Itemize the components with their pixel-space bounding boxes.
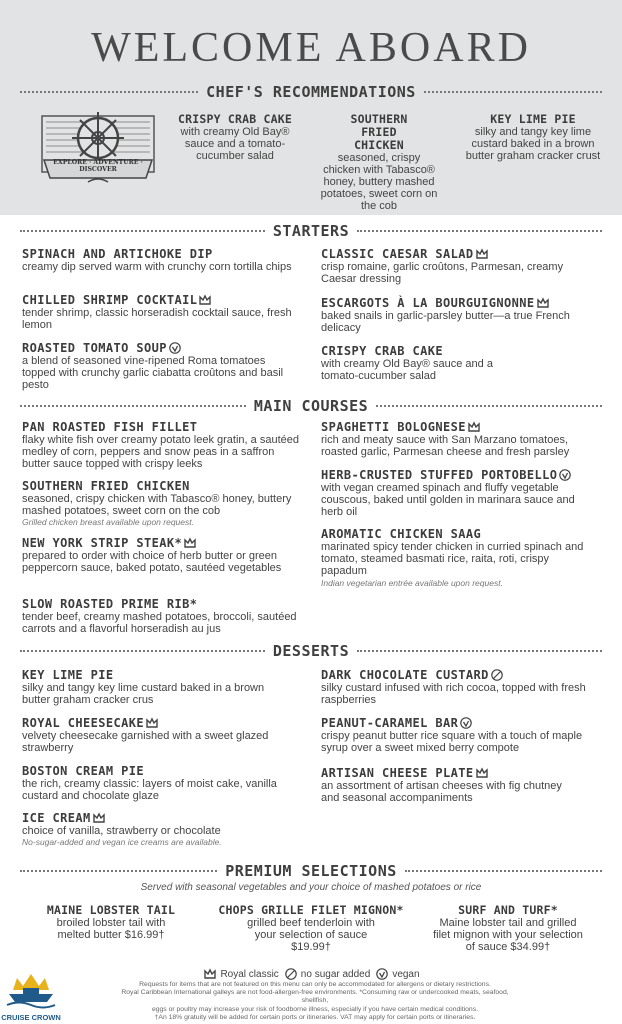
menu-item: [22, 764, 292, 802]
legend: [0, 968, 622, 980]
menu-item: [22, 811, 297, 847]
item-desc: with creamy Old Bay® sauce and a tomato-cucumber salad: [180, 126, 290, 162]
item-desc: the rich, creamy classic: layers of moist cake, vanilla custard and chocolate glaze: [22, 778, 277, 803]
menu-item: [321, 527, 591, 588]
item-name: CLASSIC CAESAR SALAD: [321, 247, 474, 261]
item-note: Grilled chicken breast available upon request.: [22, 517, 194, 528]
item-name: CHOPS GRILLE FILET MIGNON*: [218, 903, 404, 917]
item-desc: prepared to order with choice of herb butter or green peppercorn sauce, baked potato, sautéed vegetables: [22, 550, 282, 575]
brand-name: CRUISE CROWN: [1, 1013, 61, 1022]
item-name: CRISPY CRAB CAKE: [321, 344, 443, 358]
crown-icon: [537, 297, 549, 309]
item-name: ROASTED TOMATO SOUP: [22, 341, 167, 355]
vegan-icon: [376, 968, 388, 980]
item-desc: with vegan creamed spinach and fluffy vegetable couscous, baked until golden in marinara sauce and herb oil: [321, 482, 575, 519]
item-desc: crispy peanut butter rice square with a touch of maple syrup over a sweet mixed berry compote: [321, 730, 583, 755]
item-desc: grilled beef tenderloin with your selection of sauce $19.99†: [247, 917, 375, 953]
item-desc: baked snails in garlic-parsley butter—a true French delicacy: [321, 310, 570, 335]
item-name: CHILLED SHRIMP COCKTAIL: [22, 293, 198, 307]
vegan-icon: [559, 469, 571, 481]
item-desc: flaky white fish over creamy potato leek gratin, a sautéed medley of corn, peppers and snow peas in a saffron butter sauce topped with crispy leeks: [22, 434, 299, 471]
menu-item: [321, 716, 591, 754]
crown-icon: [204, 968, 216, 980]
menu-item: [22, 293, 297, 331]
item-name: ICE CREAM: [22, 811, 91, 825]
item-name: PAN ROASTED FISH FILLET: [22, 420, 198, 434]
section-header-chefs: CHEF'S RECOMMENDATIONS: [20, 81, 602, 103]
item-name: KEY LIME PIE: [22, 668, 114, 682]
item-name: SOUTHERN FRIED CHICKEN: [350, 112, 408, 152]
menu-item: [22, 247, 292, 273]
item-desc: velvety cheesecake garnished with a sweet glazed strawberry: [22, 730, 269, 755]
item-name: BOSTON CREAM PIE: [22, 764, 144, 778]
menu-item: [321, 296, 571, 334]
menu-item: [321, 766, 571, 804]
item-desc: broiled lobster tail with melted butter $16.99†: [56, 917, 166, 941]
item-name: SOUTHERN FRIED CHICKEN: [22, 479, 190, 493]
menu-item: [22, 597, 304, 635]
item-name: DARK CHOCOLATE CUSTARD: [321, 668, 489, 682]
section-header-premium: PREMIUM SELECTIONS: [20, 860, 602, 882]
item-name: ESCARGOTS À LA BOURGUIGNONNE: [321, 296, 535, 310]
menu-item: [321, 344, 521, 382]
vegan-icon: [169, 342, 181, 354]
fine-print-line: Royal Caribbean International galleys are not food-allergen-free environments. *Consuming raw or undercooked meats, seafood, shellfish,: [121, 989, 509, 1005]
vegan-icon: [460, 717, 472, 729]
item-name: AROMATIC CHICKEN SAAG: [321, 527, 482, 541]
item-desc: seasoned, crispy chicken with Tabasco® honey, buttery mashed potatoes, sweet corn on the cob: [22, 493, 292, 518]
item-name: ROYAL CHEESECAKE: [22, 716, 144, 730]
crown-icon: [476, 248, 488, 260]
fine-print-line: Requests for items that are not featured on this menu can only be accommodated for allergens or dietary restrictions.: [139, 981, 491, 988]
section-header-desserts: DESSERTS: [20, 640, 602, 662]
item-note: No-sugar-added and vegan ice creams are available.: [22, 837, 222, 848]
chef-rec-3: [460, 113, 606, 162]
premium-subtitle: Served with seasonal vegetables and your choice of mashed potatoes or rice: [140, 882, 482, 893]
crown-icon: [184, 537, 196, 549]
chef-rec-2: [320, 113, 438, 212]
badge-text: EXPLORE · ADVENTURE · DISCOVER: [53, 159, 143, 173]
menu-item: [321, 247, 591, 285]
item-desc: choice of vanilla, strawberry or chocolate: [22, 825, 221, 837]
item-name: HERB-CRUSTED STUFFED PORTOBELLO: [321, 468, 558, 482]
legend-no-sugar: no sugar added: [300, 968, 371, 980]
legend-vegan: vegan: [392, 968, 420, 980]
crown-icon: [476, 767, 488, 779]
no-sugar-icon: [491, 669, 503, 681]
item-desc: creamy dip served warm with crunchy corn tortilla chips: [22, 261, 292, 273]
crown-icon: [146, 717, 158, 729]
menu-item: [22, 536, 284, 574]
no-sugar-icon: [285, 968, 297, 980]
crown-icon: [93, 812, 105, 824]
legend-royal: Royal classic: [220, 968, 279, 980]
item-name: NEW YORK STRIP STEAK*: [22, 536, 183, 550]
item-name: SURF AND TURF*: [458, 903, 558, 917]
item-name: SPINACH AND ARTICHOKE DIP: [22, 247, 213, 261]
item-name: SPAGHETTI BOLOGNESE: [321, 420, 466, 434]
item-desc: an assortment of artisan cheeses with fig chutney and seasonal accompaniments: [321, 780, 562, 805]
crown-icon: [468, 421, 480, 433]
page-title: WELCOME ABOARD: [91, 25, 531, 71]
item-desc: silky custard infused with rich cocoa, topped with fresh raspberries: [321, 682, 586, 707]
chef-rec-1: [176, 113, 294, 162]
item-desc: marinated spicy tender chicken in curried spinach and tomato, steamed basmati rice, raita, roti, crispy papadum: [321, 541, 584, 578]
section-header-starters: STARTERS: [20, 220, 602, 242]
section-header-mains: MAIN COURSES: [20, 395, 602, 417]
item-name: ARTISAN CHEESE PLATE: [321, 766, 474, 780]
item-name: SLOW ROASTED PRIME RIB*: [22, 597, 198, 611]
item-name: MAINE LOBSTER TAIL: [46, 903, 176, 917]
menu-item: [321, 668, 591, 706]
item-desc: Maine lobster tail and grilled filet mignon with your selection of sauce $34.99†: [433, 917, 583, 953]
item-name: CRISPY CRAB CAKE: [178, 112, 292, 126]
menu-item: [321, 468, 591, 519]
premium-item: [212, 904, 410, 953]
item-desc: silky and tangy key lime custard baked in a brown butter graham cracker crus: [22, 682, 265, 707]
menu-item: [321, 420, 596, 458]
item-name: PEANUT-CARAMEL BAR: [321, 716, 459, 730]
item-note: Indian vegetarian entrée available upon request.: [321, 577, 503, 588]
crown-icon: [199, 294, 211, 306]
item-desc: rich and meaty sauce with San Marzano tomatoes, roasted garlic, Parmesan cheese and fresh parsley: [321, 434, 570, 459]
item-desc: silky and tangy key lime custard baked in a brown butter graham cracker crust: [465, 126, 601, 162]
item-desc: tender beef, creamy mashed potatoes, broccoli, sautéed carrots and a flavorful horseradish au jus: [22, 611, 297, 636]
fine-print: [110, 981, 520, 1022]
item-desc: seasoned, crispy chicken with Tabasco® honey, buttery mashed potatoes, sweet corn on the cob: [320, 152, 438, 212]
ship-wheel-badge-icon: [40, 108, 156, 188]
item-desc: a blend of seasoned vine-ripened Roma tomatoes topped with crunchy garlic ciabatta croûtons and basil pesto: [22, 355, 284, 392]
item-name: KEY LIME PIE: [490, 112, 576, 126]
menu-item: [22, 668, 292, 706]
menu-item: [22, 420, 300, 471]
item-desc: with creamy Old Bay® sauce and a tomato-cucumber salad: [321, 358, 493, 383]
menu-item: [22, 716, 272, 754]
item-desc: crisp romaine, garlic croûtons, Parmesan, creamy Caesar dressing: [321, 261, 564, 286]
fine-print-line: †An 18% gratuity will be added for certain ports or itineraries. VAT may apply for certain ports or itineraries.: [154, 1013, 476, 1021]
premium-item: [28, 904, 194, 941]
fine-print-line: eggs or poultry may increase your risk of foodborne illness, especially if you have certain medical conditions.: [151, 1005, 479, 1013]
menu-item: [22, 479, 307, 527]
premium-item: [420, 904, 596, 953]
menu-item: [22, 341, 297, 392]
item-desc: tender shrimp, classic horseradish cocktail sauce, fresh lemon: [22, 307, 292, 332]
